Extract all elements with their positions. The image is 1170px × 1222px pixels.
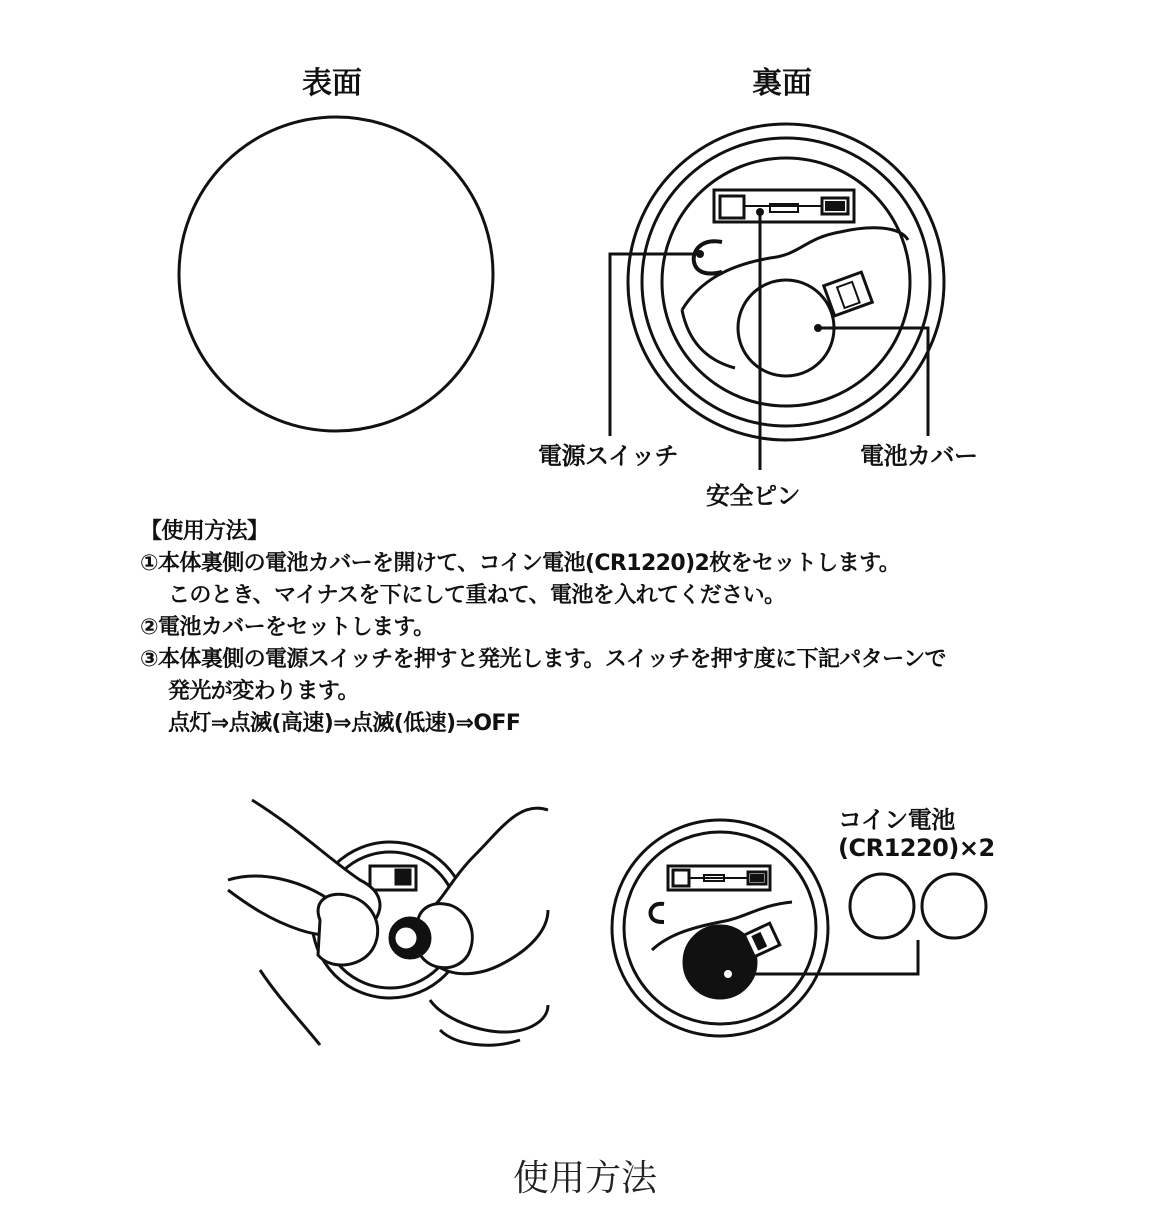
step-3-line-3: 点灯⇒点滅(高速)⇒点滅(低速)⇒OFF xyxy=(168,711,521,736)
step-3-line-2: 発光が変わります。 xyxy=(168,679,359,704)
usage-instructions xyxy=(140,516,946,740)
back-view xyxy=(628,124,944,440)
figure-caption: 使用方法 xyxy=(512,1158,657,1199)
coin-battery-label-line2: (CR1220)×2 xyxy=(838,834,995,862)
front-face-circle xyxy=(179,117,493,431)
battery-cover-label: 電池カバー xyxy=(860,442,978,470)
coin-battery-1 xyxy=(850,874,914,938)
back-view-title: 裏面 xyxy=(752,66,812,101)
coin-battery-label xyxy=(838,806,995,862)
step-1-line-2: このとき、マイナスを下にして重ねて、電池を入れてください。 xyxy=(168,583,786,608)
coin-battery-2 xyxy=(922,874,986,938)
coin-battery-label-line1: コイン電池 xyxy=(838,806,955,834)
instructions-heading: 【使用方法】 xyxy=(140,519,269,544)
battery-cover-tab xyxy=(824,272,873,316)
step-2: ②電池カバーをセットします。 xyxy=(140,615,435,640)
step-3-line-1: ③本体裏側の電源スイッチを押すと発光します。スイッチを押す度に下記パターンで xyxy=(140,647,946,672)
hands-opening-cover-illustration xyxy=(228,800,548,1045)
callout-lines xyxy=(610,212,928,470)
power-switch-label: 電源スイッチ xyxy=(538,442,679,470)
step-1-line-1: ①本体裏側の電池カバーを開けて、コイン電池(CR1220)2枚をセットします。 xyxy=(140,551,901,576)
battery-insertion-view xyxy=(612,820,828,1036)
front-view-title: 表面 xyxy=(302,66,362,101)
safety-pin-label: 安全ピン xyxy=(706,482,800,510)
